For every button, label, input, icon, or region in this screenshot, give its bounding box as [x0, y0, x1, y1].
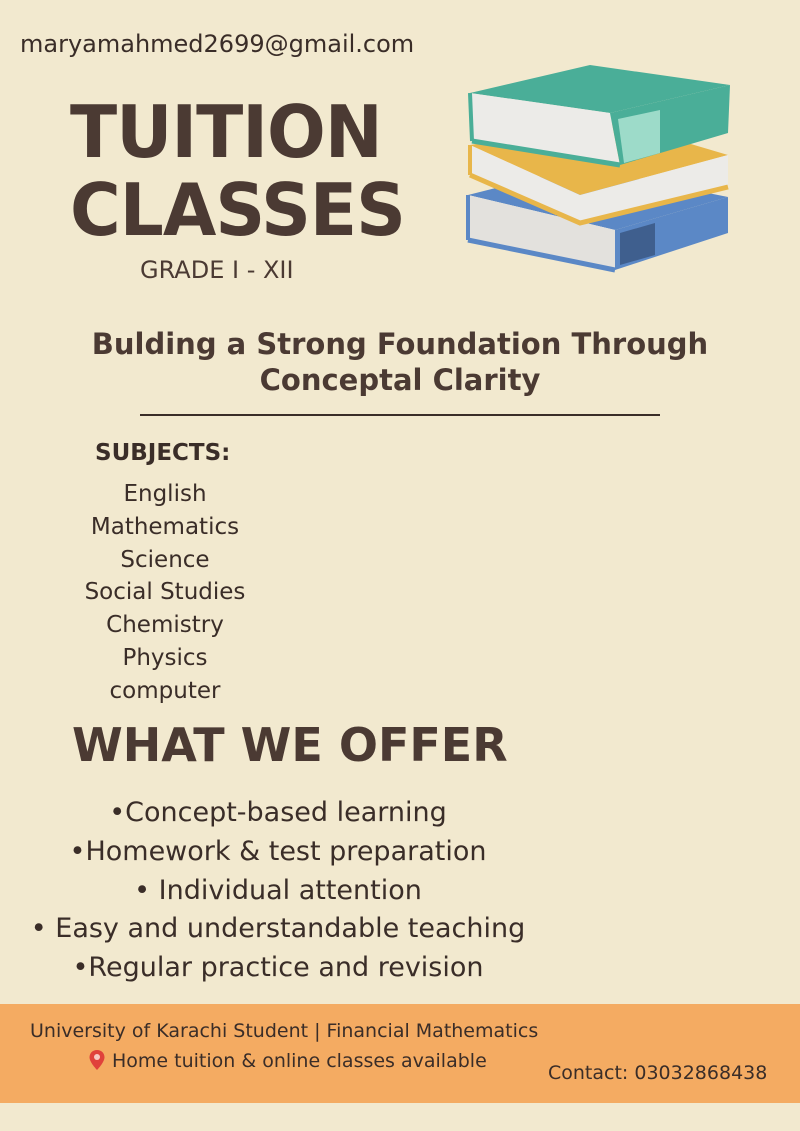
- subjects-list: [65, 478, 265, 708]
- offer-item: •Concept-based learning: [109, 797, 447, 828]
- offer-list: [0, 794, 556, 988]
- subject-item: computer: [109, 677, 221, 704]
- offer-item: •Regular practice and revision: [72, 952, 484, 984]
- subject-item: English: [123, 481, 207, 507]
- location-pin-icon: [88, 1049, 106, 1071]
- subject-item: Chemistry: [106, 612, 224, 639]
- footer-university: University of Karachi Student | Financial Mathematics: [30, 1020, 539, 1042]
- subject-item: Mathematics: [90, 513, 240, 540]
- offer-heading: WHAT WE OFFER: [72, 718, 508, 772]
- tagline-line-1: Bulding a Strong Foundation Through: [91, 327, 709, 361]
- divider-rule: [140, 414, 660, 416]
- subject-item: Science: [120, 546, 210, 573]
- footer-tuition-text: Home tuition & online classes available: [112, 1050, 487, 1072]
- subject-item: Social Studies: [84, 579, 246, 606]
- offer-item: •Homework & test preparation: [69, 835, 487, 867]
- contact-phone: Contact: 03032868438: [548, 1062, 768, 1084]
- offer-item: • Individual attention: [134, 874, 422, 906]
- email-address: maryamahmed2699@gmail.com: [20, 30, 415, 58]
- title-line-2: CLASSES: [70, 168, 406, 252]
- offer-item: • Easy and understandable teaching: [30, 913, 526, 945]
- title-line-1: TUITION: [70, 90, 382, 174]
- grade-range: GRADE I - XII: [140, 256, 294, 284]
- subjects-heading: SUBJECTS:: [95, 440, 231, 466]
- book-stack-illustration: [460, 55, 740, 280]
- footer-tuition-line: [88, 1049, 487, 1072]
- tagline-line-2: Conceptal Clarity: [259, 363, 541, 397]
- subject-item: Physics: [122, 644, 208, 671]
